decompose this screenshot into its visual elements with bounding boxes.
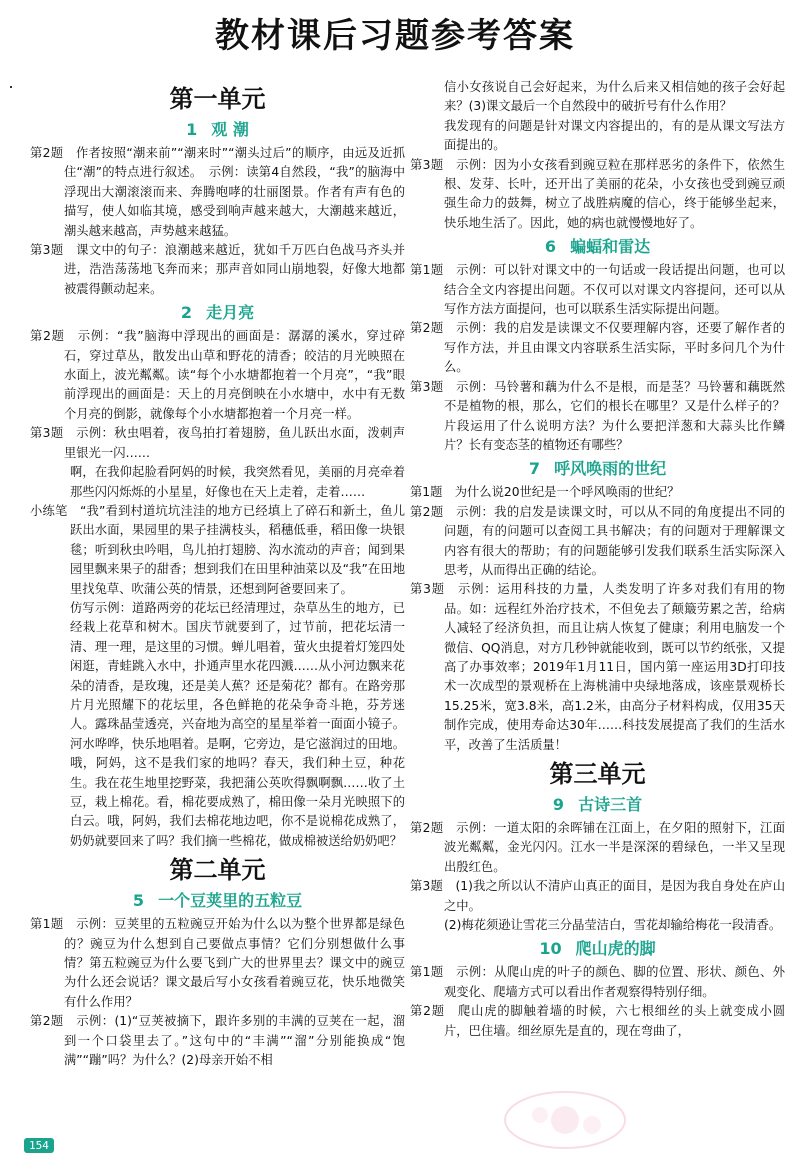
answer-paragraph: 我发现有的问题是针对课文内容提出的，有的是从课文写法方面提出的。 — [444, 118, 785, 153]
lesson-name: 一个豆荚里的五粒豆 — [158, 891, 303, 911]
lesson-heading-7 — [410, 457, 785, 481]
lesson-heading-10 — [410, 937, 785, 961]
lesson-number: 7 — [528, 459, 541, 479]
answer-paragraph: 信小女孩说自己会好起来，为什么后来又相信她的孩子会好起来？(3)课文最后一个自然段中的破折号有什么作用？ — [444, 80, 785, 114]
answer-paragraph: (2)梅花须逊让雪花三分晶莹洁白，雪花却输给梅花一段清香。 — [444, 918, 782, 933]
lesson-heading-5 — [30, 889, 405, 913]
lesson-heading-9 — [410, 793, 785, 817]
answer-paragraph: 仿写示例：道路两旁的花坛已经清理过，杂草丛生的地方，已经栽上花草和树木。国庆节就要到了，过节前，把花坛清一清、理一理，是这里的习惯。蝉儿唱着，萤火虫提着灯笼四处闲逛，青蛙跳入水中，扑通声里水花四溅……从小河边飘来花朵的清香，是玫瑰，还是美人蕉？还是菊花？都有。在路旁那片月光照耀下的花坛里，各色鲜艳的花朵争奇斗艳，芬芳迷人。露珠晶莹透亮，兴奋地为高空的星星举着一面面小镜子。河水哗哗，快乐地唱着。是啊，它旁边，是它滋润过的田地。哦，阿妈，这不是我们家的地吗？春天，我们种土豆，种花生。我在花生地里挖野菜，我把蒲公英吹得飘啊飘……收了土豆，栽上棉花。看，棉花要成熟了，棉田像一朵月光映照下的白云。哦，阿妈，我们去棉花地边吧，你不是说棉花成熟了，奶奶就要回来了吗？我们摘一些棉花，做成棉被送给奶奶吧？ — [70, 600, 405, 848]
lesson-name: 观 潮 — [211, 120, 249, 139]
answer-paragraph: 第2题 示例：我的启发是读课文时，可以从不同的角度提出不同的问题，有的问题可以查阅工具书解决；有的问题对于理解课文内容有很大的帮助；有的问题能够引发我们联系生活实际深入思考，从而得出正确的结论。 — [410, 504, 785, 577]
answer-paragraph: 第3题 示例：马铃薯和藕为什么不是根，而是茎？马铃薯和藕既然不是植物的根，那么，它们的根长在哪里？又是什么样子的？片段运用了什么说明方法？为什么要把洋葱和大蒜头比作鳞片？长有变态茎的植物还有哪些？ — [410, 379, 785, 452]
left-column — [30, 80, 405, 1070]
answer-paragraph: 第2题 示例：一道太阳的余晖铺在江面上，在夕阳的照射下，江面波光粼粼，金光闪闪。江水一半是深深的碧绿色，一半又呈现出殷红色。 — [410, 821, 785, 874]
page-title: 教材课后习题参考答案 — [215, 16, 575, 56]
answer-paragraph: 第2题 示例：“我”脑海中浮现出的画面是：潺潺的溪水，穿过碎石，穿过草丛，散发出山草和野花的清香；皎洁的月光映照在水面上，波光粼粼。读“每个小水塘都抱着一个月亮”，“我”眼前浮现出的画面是：天上的月亮倒映在小水塘中，水中有无数个月亮的倒影，就像每个小水塘都抱着一个月亮一样。 — [30, 329, 405, 421]
answer-paragraph: 第3题 示例：运用科技的力量，人类发明了许多对我们有用的物品。如：远程红外治疗技术，不但免去了颠簸劳累之苦，给病人减轻了经济负担，而且让病人恢复了健康；利用电脑发一个微信、QQ消息，对方几秒钟就能收到，既可以节约纸张，又提高了办事效率；2019年1月11日，国内第一座运用3D打印技术一次成型的景观桥在上海桃浦中央绿地落成，该座景观桥长15.25米，宽3.8米，高1.2米，由高分子材料构成，仅用35天制作完成，使用寿命达30年……科技发展提高了我们的生活水平，改善了生活质量！ — [410, 582, 785, 752]
answer-paragraph: 第3题 课文中的句子：浪潮越来越近，犹如千万匹白色战马齐头并进，浩浩荡荡地飞奔而来；那声音如同山崩地裂，好像大地都被震得颤动起来。 — [30, 243, 405, 296]
answer-paragraph: 第2题 作者按照“潮来前”“潮来时”“潮头过后”的顺序，由远及近抓住“潮”的特点进行叙述。 示例：读第4自然段，“我”的脑海中浮现出大潮滚滚而来、奔腾咆哮的壮丽图景。作者有声有色的描写，使人如临其境，感受到响声越来越大，大潮越来越近，潮头越来越高，声势越来越猛。 — [30, 146, 405, 238]
answer-paragraph: 第1题 示例：从爬山虎的叶子的颜色、脚的位置、形状、颜色、外观变化、爬墙方式可以看出作者观察得特别仔细。 — [410, 965, 785, 999]
right-column — [410, 78, 785, 1041]
page-number-badge: 154 — [24, 1138, 54, 1153]
lesson-number: 6 — [544, 237, 557, 257]
answer-paragraph: 第2题 示例：我的启发是读课文不仅要理解内容，还要了解作者的写作方法，并且由课文内容联系生活实际，平时多问几个为什么。 — [410, 321, 785, 375]
lesson-heading-1 — [30, 118, 405, 142]
lesson-number: 9 — [552, 795, 565, 814]
answer-paragraph: 第3题 (1)我之所以认不清庐山真正的面目，是因为我自身处在庐山之中。 — [410, 879, 785, 913]
lesson-number: 2 — [180, 303, 193, 323]
lesson-name: 蝙蝠和雷达 — [570, 237, 651, 257]
answer-paragraph: 第1题 示例：可以针对课文中的一句话或一段话提出问题，也可以结合全文内容提出问题。不仅可以对课文内容提问，还可以从写作方法方面提问，也可以联系生活实际提出问题。 — [410, 263, 785, 317]
answer-paragraph: 第3题 示例：秋虫唱着，夜鸟拍打着翅膀，鱼儿跃出水面，泼刺声里银光一闪…… — [30, 426, 405, 460]
answer-paragraph: 小练笔 “我”看到村道坑坑洼洼的地方已经填上了碎石和新土，鱼儿跃出水面，果园里的果子挂满枝头，稻穗低垂，稻田像一块银毯；听到秋虫吟唱，鸟儿拍打翅膀、沟水流动的声音；闻到果园里飘来果子的甜香；想到我们在田里种油菜以及“我”在田地里找兔草、吹蒲公英的情景，还想到阿爸要回来了。 — [30, 503, 405, 596]
lesson-name: 爬山虎的脚 — [575, 939, 656, 959]
lesson-name: 古诗三首 — [578, 795, 643, 814]
answer-paragraph: 第1题 示例：豆荚里的五粒豌豆开始为什么以为整个世界都是绿色的？豌豆为什么想到自己要做点事情？它们分别想做什么事情？第五粒豌豆为什么要飞到广大的世界里去？课文中的豌豆为什么还会说话？课文最后写小女孩看着豌豆花，快乐地微笑有什么作用？ — [30, 917, 405, 1009]
answer-paragraph: 第2题 爬山虎的脚触着墙的时候，六七根细丝的头上就变成小圆片，巴住墙。细丝原先是直的，现在弯曲了， — [410, 1004, 785, 1038]
unit-heading-2: 第二单元 — [169, 855, 266, 885]
unit-heading-1: 第一单元 — [169, 84, 266, 113]
lesson-heading-6 — [410, 235, 785, 259]
unit-heading-3: 第三单元 — [549, 759, 646, 788]
answer-paragraph: 第2题 示例：(1)“豆荚被摘下，跟许多别的丰满的豆荚在一起，溜到一个口袋里去了。”这句中的“丰满”“溜”分别能换成“饱满”“蹦”吗？为什么？(2)母亲开始不相 — [30, 1014, 405, 1068]
answer-paragraph: 第1题 为什么说20世纪是一个呼风唤雨的世纪？ — [410, 485, 680, 500]
lesson-number: 10 — [539, 939, 562, 959]
watermark-flower-stamp — [500, 1085, 630, 1155]
lesson-number: 1 — [186, 120, 198, 139]
lesson-name: 走月亮 — [206, 303, 255, 323]
answer-paragraph: 第3题 示例：因为小女孩看到豌豆粒在那样恶劣的条件下，依然生根、发芽、长叶，还开出了美丽的花朵，小女孩也受到豌豆顽强生命力的鼓舞，树立了战胜病魔的信心，终于能够坐起来，快乐地生活了。因此，她的病也就慢慢地好了。 — [410, 157, 785, 230]
stray-dot — [10, 86, 12, 88]
lesson-name: 呼风唤雨的世纪 — [554, 459, 667, 479]
lesson-heading-2 — [30, 301, 405, 325]
answer-paragraph: 啊，在我仰起脸看阿妈的时候，我突然看见，美丽的月亮牵着那些闪闪烁烁的小星星，好像也在天上走着，走着…… — [70, 465, 405, 499]
lesson-number: 5 — [132, 891, 145, 911]
